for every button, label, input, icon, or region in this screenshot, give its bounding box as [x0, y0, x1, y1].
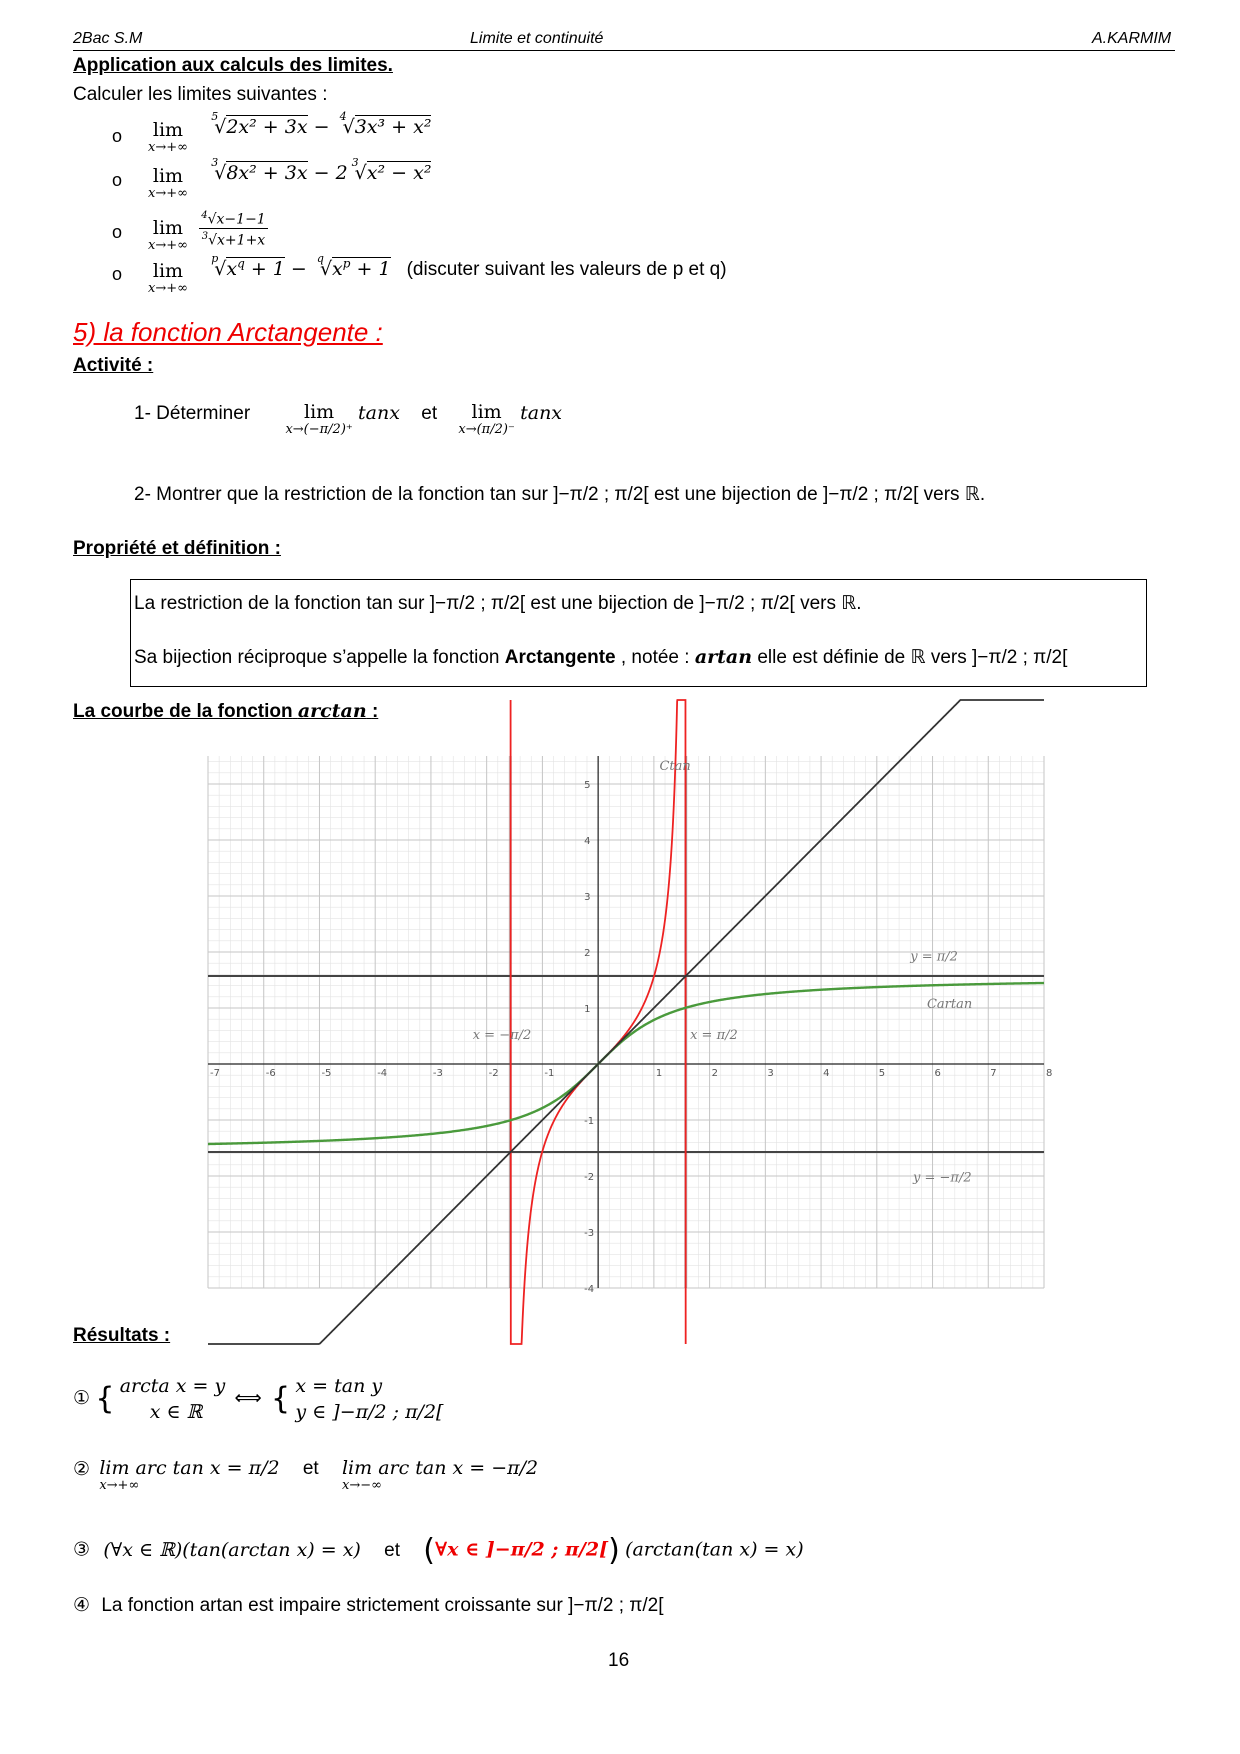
root-index: p	[211, 252, 219, 265]
lim-sub: x→+∞	[148, 140, 188, 155]
lim-label: lim	[471, 401, 502, 423]
asymptote-label: x = π/2	[690, 1027, 738, 1043]
line2-b: , notée :	[620, 647, 690, 668]
y-tick-label: -2	[584, 1172, 595, 1183]
y-tick-label: 3	[584, 892, 591, 903]
header-rule	[73, 50, 1175, 51]
lim-label: lim	[304, 401, 335, 423]
application-intro: Calculer les limites suivantes :	[73, 84, 328, 105]
ctan-label: Ctan	[659, 759, 691, 774]
result-3: ③ (∀x ∈ ℝ)(tan(arctan x) = x) et (∀x ∈ ]−π/2 ; π/2[) (arctan(tan x) = x)	[73, 1533, 804, 1568]
root-index: q	[316, 252, 324, 265]
y-tick-label: -3	[584, 1228, 595, 1239]
r3-a: (∀x ∈ ℝ)(tan(arctan x) = x)	[103, 1538, 361, 1561]
x-tick-label: 2	[711, 1068, 718, 1079]
y-tick-label: 1	[584, 1004, 591, 1015]
lim-label: lim	[152, 119, 184, 141]
q1-and: et	[421, 403, 438, 424]
x-tick-label: 5	[878, 1068, 886, 1079]
root-index: 4	[201, 210, 208, 221]
activity-title: Activité :	[73, 355, 154, 376]
q1-expr: tanx	[358, 402, 400, 424]
result-1: ① { arcta x = y x ∈ ℝ ⟺ { x = tan y y ∈ ]−π/2 ; π/2[	[73, 1375, 444, 1423]
r3-and: et	[384, 1539, 400, 1561]
root-index: 3	[351, 156, 359, 169]
r4-text: La fonction artan est impaire strictement croissante sur ]−π/2 ; π/2[	[101, 1595, 664, 1616]
root-index: 4	[339, 110, 347, 123]
x-tick-label: -6	[265, 1068, 276, 1079]
bullet: o	[112, 126, 123, 146]
header-center: Limite et continuité	[470, 30, 604, 47]
property-line-2	[134, 646, 1067, 669]
property-line-1: La restriction de la fonction tan sur ]−π/2 ; π/2[ est une bijection de ]−π/2 ; π/2[ vers ℝ.	[134, 593, 862, 614]
root-index: 3	[201, 230, 209, 242]
result-number: ②	[73, 1459, 91, 1480]
y-tick-label: 4	[584, 836, 591, 847]
r1-left-2: x ∈ ℝ	[149, 1401, 203, 1423]
bullet: o	[112, 170, 123, 190]
r1-right-2: y ∈ ]−π/2 ; π/2[	[295, 1401, 444, 1423]
r3-b: (arctan(tan x) = x)	[625, 1538, 804, 1561]
r1-right-1: x = tan y	[295, 1375, 383, 1397]
r2-and: et	[302, 1458, 319, 1479]
q1-sub-2: x→(π/2)⁻	[458, 422, 515, 437]
y-tick-label: -4	[584, 1284, 595, 1295]
section-title: 5) la fonction Arctangente :	[73, 317, 383, 347]
line2-c: elle est définie de ℝ vers ]−π/2 ; π/2[	[757, 647, 1068, 668]
curve-title	[73, 700, 378, 723]
limit-item-1: lim x→+∞ $^5$√2𝑥² + 3𝑥 − $^4$√3𝑥³ + 𝑥²	[148, 110, 432, 155]
limit-item-2: lim x→+∞ $^3$√8𝑥² + 3𝑥 − 2 $^3$√𝑥² − 𝑥²	[148, 156, 432, 201]
lim-label: lim	[152, 217, 184, 239]
lim-label: lim	[152, 260, 184, 282]
bullet: o	[112, 264, 123, 284]
x-tick-label: -3	[432, 1068, 443, 1079]
cartan-label: Cartan	[926, 997, 973, 1012]
result-4	[73, 1594, 664, 1617]
arctan-chart	[208, 756, 1053, 1295]
q1-label: 1- Déterminer	[134, 403, 251, 424]
curve-title-c: :	[371, 701, 379, 722]
bullet: o	[112, 222, 123, 242]
r1-equiv: ⟺	[234, 1388, 262, 1410]
page-number: 16	[608, 1650, 630, 1671]
r2-sub-b: x→−∞	[341, 1478, 382, 1493]
x-tick-label: -4	[377, 1068, 388, 1079]
x-tick-label: 8	[1046, 1068, 1053, 1079]
activity-q2: 2- Montrer que la restriction de la fonction tan sur ]−π/2 ; π/2[ est une bijection de ]−π/2 ; π/2[ vers ℝ.	[134, 484, 986, 505]
x-tick-label: -7	[210, 1068, 220, 1079]
q1-sub-1: x→(−π/2)⁺	[285, 422, 353, 437]
property-box	[130, 579, 1147, 687]
y-tick-label: 5	[584, 780, 591, 791]
result-number: ①	[73, 1388, 91, 1410]
lim-label: lim	[152, 165, 184, 187]
line2-name: artan	[694, 646, 753, 668]
lim-sub: x→+∞	[148, 281, 188, 296]
result-number: ④	[73, 1595, 91, 1616]
r3-b-red: ∀x ∈ ]−π/2 ; π/2[	[434, 1538, 609, 1561]
limit-item-4: lim x→+∞ $^p$√𝑥$^𝑞$ + 1 − $^q$√𝑥$^𝑝$ + 1 (discuter suivant les valeurs de p et q)	[148, 252, 727, 296]
x-tick-label: 6	[934, 1068, 941, 1079]
r2-b: lim arc tan x = −π/2	[341, 1457, 539, 1479]
header-right: A.KARMIM	[1092, 30, 1172, 47]
curve-title-a: La courbe de la fonction	[73, 701, 293, 722]
r1-left-1: arcta x = y	[119, 1375, 226, 1397]
application-title: Application aux calculs des limites.	[73, 55, 393, 76]
y-tick-label: 2	[584, 948, 591, 959]
asymptote-label: x = −π/2	[472, 1027, 532, 1043]
header-left: 2Bac S.M	[73, 30, 143, 47]
x-tick-label: -5	[321, 1068, 332, 1079]
q1-expr: tanx	[520, 402, 563, 424]
x-tick-label: -2	[488, 1068, 499, 1079]
root-index: 3	[211, 156, 219, 169]
lim-sub: x→+∞	[148, 238, 188, 253]
curve-title-b: arctan	[297, 700, 367, 722]
results-title: Résultats :	[73, 1325, 171, 1346]
result-number: ③	[73, 1539, 91, 1561]
result-2	[73, 1458, 538, 1493]
property-title: Propriété et définition :	[73, 538, 281, 559]
r2-sub-a: x→+∞	[99, 1478, 140, 1493]
x-tick-label: 1	[655, 1068, 663, 1079]
x-tick-label: -1	[544, 1068, 555, 1079]
line2-bold: Arctangente	[504, 647, 616, 668]
asymptote-label: y = −π/2	[913, 1170, 972, 1186]
line2-a: Sa bijection réciproque s’appelle la fonction	[134, 647, 500, 668]
x-tick-label: 7	[990, 1068, 997, 1079]
limit-item-4-note: (discuter suivant les valeurs de p et q)	[406, 259, 727, 281]
asymptote-label: y = π/2	[910, 949, 958, 965]
x-tick-label: 4	[823, 1068, 830, 1079]
limit-item-3: lim x→+∞ $\frac{^4√𝑥-1-1}{^3√𝑥+1+𝑥}$	[148, 210, 266, 253]
root-index: 5	[211, 110, 219, 123]
lim-sub: x→+∞	[148, 186, 188, 201]
r2-a: lim arc tan x = π/2	[99, 1457, 280, 1479]
activity-q1	[134, 402, 562, 437]
x-tick-label: 3	[767, 1068, 774, 1079]
y-tick-label: -1	[584, 1116, 595, 1127]
series-yx	[208, 700, 1044, 1344]
